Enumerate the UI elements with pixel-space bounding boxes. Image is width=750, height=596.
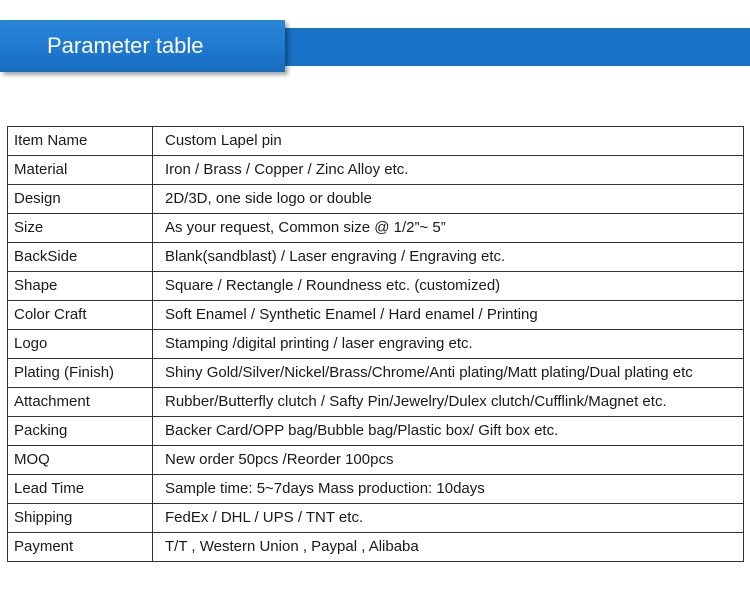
table-row <box>8 272 744 301</box>
parameter-value: T/T , Western Union , Paypal , Alibaba <box>153 533 744 562</box>
parameter-value: As your request, Common size @ 1/2”~ 5” <box>153 214 744 243</box>
table-row <box>8 214 744 243</box>
table-row <box>8 475 744 504</box>
parameter-value: FedEx / DHL / UPS / TNT etc. <box>153 504 744 533</box>
table-row <box>8 127 744 156</box>
parameter-label: Logo <box>8 330 153 359</box>
parameter-label: Design <box>8 185 153 214</box>
parameter-table <box>7 126 744 562</box>
parameter-value: 2D/3D, one side logo or double <box>153 185 744 214</box>
parameter-label: Size <box>8 214 153 243</box>
parameter-value: Backer Card/OPP bag/Bubble bag/Plastic box/ Gift box etc. <box>153 417 744 446</box>
parameter-label: Plating (Finish) <box>8 359 153 388</box>
parameter-label: Payment <box>8 533 153 562</box>
parameter-label: Material <box>8 156 153 185</box>
table-row <box>8 533 744 562</box>
parameter-label: BackSide <box>8 243 153 272</box>
table-row <box>8 301 744 330</box>
parameter-label: Packing <box>8 417 153 446</box>
parameter-label: Shape <box>8 272 153 301</box>
table-row <box>8 359 744 388</box>
parameter-label: Color Craft <box>8 301 153 330</box>
table-row <box>8 156 744 185</box>
table-row <box>8 388 744 417</box>
parameter-value: Blank(sandblast) / Laser engraving / Engraving etc. <box>153 243 744 272</box>
parameter-label: Item Name <box>8 127 153 156</box>
parameter-value: Sample time: 5~7days Mass production: 10days <box>153 475 744 504</box>
parameter-value: Soft Enamel / Synthetic Enamel / Hard enamel / Printing <box>153 301 744 330</box>
parameter-value: Rubber/Butterfly clutch / Safty Pin/Jewelry/Dulex clutch/Cufflink/Magnet etc. <box>153 388 744 417</box>
parameter-value: Custom Lapel pin <box>153 127 744 156</box>
parameter-label: Lead Time <box>8 475 153 504</box>
parameter-label: Shipping <box>8 504 153 533</box>
parameter-label: MOQ <box>8 446 153 475</box>
parameter-value: Square / Rectangle / Roundness etc. (customized) <box>153 272 744 301</box>
parameter-value: Iron / Brass / Copper / Zinc Alloy etc. <box>153 156 744 185</box>
parameter-value: Shiny Gold/Silver/Nickel/Brass/Chrome/Anti plating/Matt plating/Dual plating etc <box>153 359 744 388</box>
table-row <box>8 504 744 533</box>
banner-tab <box>0 20 285 72</box>
table-row <box>8 417 744 446</box>
page-title: Parameter table <box>47 33 204 58</box>
table-row <box>8 446 744 475</box>
table-row <box>8 330 744 359</box>
table-row <box>8 185 744 214</box>
parameter-value: New order 50pcs /Reorder 100pcs <box>153 446 744 475</box>
table-row <box>8 243 744 272</box>
parameter-table-body <box>8 127 744 562</box>
parameter-value: Stamping /digital printing / laser engraving etc. <box>153 330 744 359</box>
parameter-label: Attachment <box>8 388 153 417</box>
